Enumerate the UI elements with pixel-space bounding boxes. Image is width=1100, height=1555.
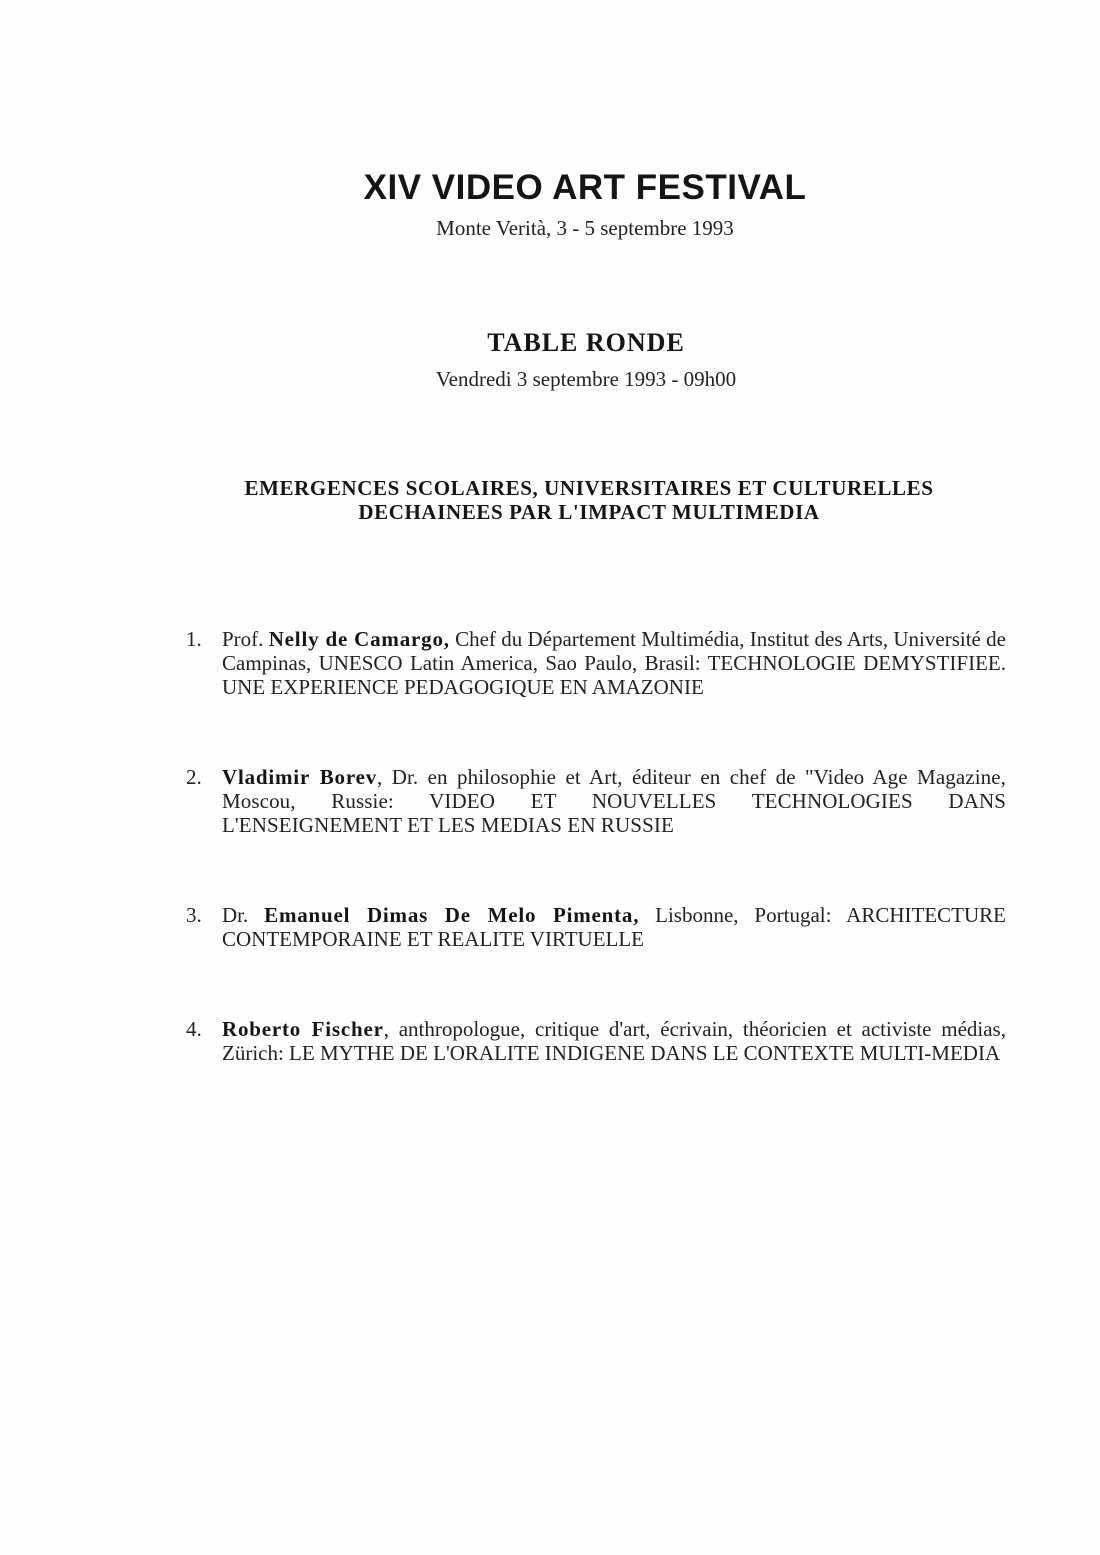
- festival-title: XIV VIDEO ART FESTIVAL: [363, 168, 807, 207]
- speaker-name: Nelly de Camargo,: [268, 627, 450, 651]
- round-table-title: TABLE RONDE: [487, 328, 685, 357]
- speaker-item: [186, 765, 1006, 837]
- speaker-description: Chef du Département Multimédia, Institut des Arts, Université de Campinas, UNESCO Latin America, Sao Paulo, Brasil: TECHNOLOGIE DEMYSTIFIEE. UNE EXPERIENCE PEDAGOGIQUE EN AMAZONIE: [222, 627, 1006, 699]
- speaker-name: Emanuel Dimas De Melo Pimenta,: [264, 903, 640, 927]
- theme-line-1: EMERGENCES SCOLAIRES, UNIVERSITAIRES ET CULTURELLES: [244, 476, 934, 500]
- speaker-name: Roberto Fischer: [222, 1017, 384, 1041]
- festival-subtitle: Monte Verità, 3 - 5 septembre 1993: [436, 216, 734, 240]
- speaker-description: , anthropologue, critique d'art, écrivain, théoricien et activiste médias, Zürich: LE MYTHE DE L'ORALITE INDIGENE DANS LE CONTEXTE MULTI-MEDIA: [222, 1017, 1006, 1065]
- speaker-list: [186, 627, 1006, 1065]
- speaker-prefix: Dr.: [222, 903, 265, 927]
- speaker-item: [186, 903, 1006, 951]
- theme-line-2: DECHAINEES PAR L'IMPACT MULTIMEDIA: [358, 500, 820, 524]
- speaker-item: [186, 1017, 1006, 1065]
- speaker-description: Lisbonne, Portugal: ARCHITECTURE CONTEMPORAINE ET REALITE VIRTUELLE: [222, 903, 1006, 951]
- speaker-number: 1.: [186, 627, 202, 651]
- speaker-description: , Dr. en philosophie et Art, éditeur en chef de "Video Age Magazine, Moscou, Russie: VIDEO ET NOUVELLES TECHNOLOGIES DANS L'ENSEIGNEMENT ET LES MEDIAS EN RUSSIE: [222, 765, 1006, 837]
- speaker-item: [186, 627, 1006, 699]
- speaker-number: 3.: [186, 903, 202, 927]
- round-table-date: Vendredi 3 septembre 1993 - 09h00: [435, 367, 737, 391]
- theme-heading: [0, 476, 1100, 524]
- speaker-name: Vladimir Borev: [222, 765, 378, 789]
- speaker-number: 4.: [186, 1017, 202, 1041]
- speaker-prefix: Prof.: [222, 627, 269, 651]
- speaker-number: 2.: [186, 765, 202, 789]
